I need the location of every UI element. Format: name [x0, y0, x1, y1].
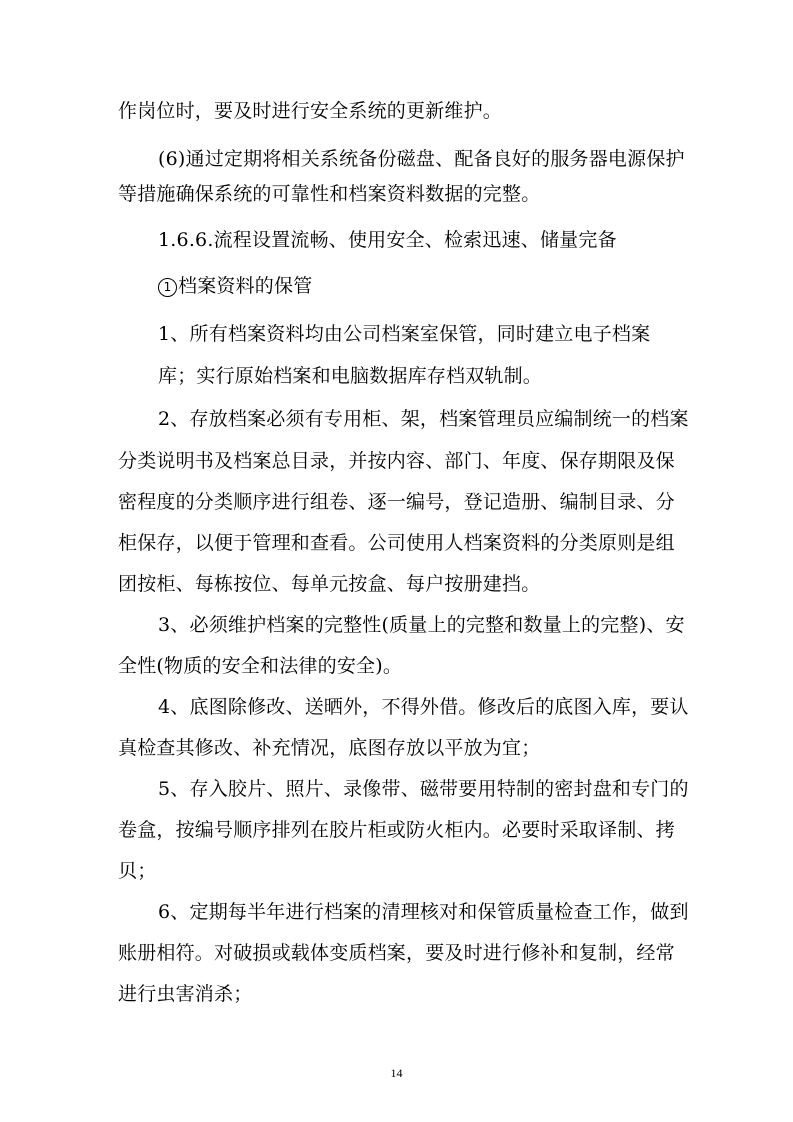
text-line: 作岗位时，要及时进行安全系统的更新维护。: [118, 100, 503, 122]
text-line: 3、必须维护档案的完整性(质量上的完整和数量上的完整)、安: [158, 614, 685, 636]
text-line: 贝；: [118, 860, 157, 882]
text-line: 5、存入胶片、照片、录像带、磁带要用特制的密封盘和专门的: [158, 778, 689, 800]
text-line: 账册相符。对破损或载体变质档案，要及时进行修补和复制，经常: [118, 942, 675, 964]
text-line: 进行虫害消杀；: [118, 983, 253, 1005]
text-line: 分类说明书及档案总目录，并按内容、部门、年度、保存期限及保: [118, 450, 675, 472]
text-line: 密程度的分类顺序进行组卷、逐一编号，登记造册、编制目录、分: [118, 491, 675, 513]
text-line: 真检查其修改、补充情况，底图存放以平放为宜；: [118, 737, 541, 759]
section-heading: 1.6.6.流程设置流畅、使用安全、检索迅速、储量完备: [158, 229, 617, 251]
text-line: 6、定期每半年进行档案的清理核对和保管质量检查工作，做到: [158, 901, 689, 923]
text-line: 全性(物质的安全和法律的安全)。: [118, 655, 403, 677]
text-line: 柜保存，以便于管理和查看。公司使用人档案资料的分类原则是组: [118, 532, 675, 554]
text-line: 库；实行原始档案和电脑数据库存档双轨制。: [158, 365, 543, 387]
subsection-heading: [158, 274, 312, 298]
text-line: 团按柜、每栋按位、每单元按盒、每户按册建挡。: [118, 573, 541, 595]
text-line: 2、存放档案必须有专用柜、架，档案管理员应编制统一的档案: [158, 408, 689, 430]
subsection-title: 档案资料的保管: [178, 275, 313, 297]
page-number: 14: [390, 1066, 403, 1080]
text-line: 卷盒，按编号顺序排列在胶片柜或防火柜内。必要时采取译制、拷: [118, 819, 675, 841]
text-line: (6)通过定期将相关系统备份磁盘、配备良好的服务器电源保护: [158, 148, 685, 170]
text-line: 1、所有档案资料均由公司档案室保管，同时建立电子档案: [158, 323, 651, 345]
text-line: 等措施确保系统的可靠性和档案资料数据的完整。: [118, 183, 541, 205]
text-line: 4、底图除修改、送晒外，不得外借。修改后的底图入库，要认: [158, 696, 689, 718]
circled-number-icon: 1: [158, 278, 177, 297]
